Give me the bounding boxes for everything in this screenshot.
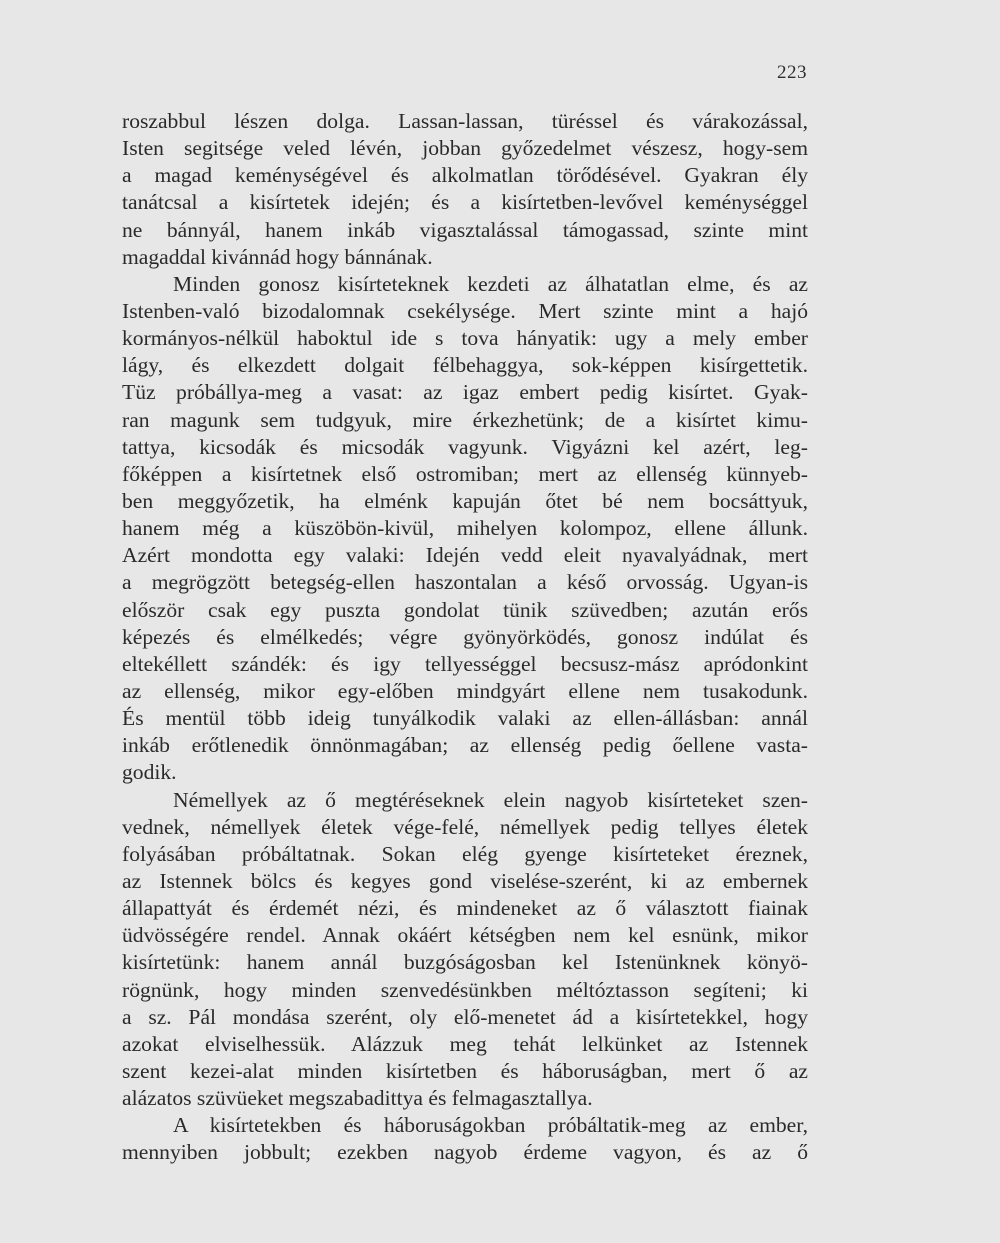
text-line: tanátcsal a kisírtetek idején; és a kisírtetben-levővel keménységgel bbox=[122, 190, 808, 215]
text-line: Azért mondotta egy valaki: Idején vedd eleit nyavalyádnak, mert bbox=[122, 543, 808, 568]
text-line: roszabbul lészen dolga. Lassan-lassan, türéssel és várakozással, bbox=[122, 109, 808, 133]
text-line: először csak egy puszta gondolat tünik szüvedben; azután erős bbox=[122, 597, 808, 622]
text-line: lágy, és elkezdett dolgait félbehaggya, sok-képpen kisírgettetik. bbox=[122, 353, 808, 378]
text-line: inkáb erőtlenedik önnönmagában; az ellenség pedig őellene vasta- bbox=[122, 733, 808, 758]
text-line: üdvösségére rendel. Annak okáért kétségben nem kel esnünk, mikor bbox=[122, 923, 808, 948]
text-line: folyásában próbáltatnak. Sokan elég gyenge kisírteteket éreznek, bbox=[122, 841, 808, 866]
text-line: a megrögzött betegség-ellen haszontalan a késő orvosság. Ugyan-is bbox=[122, 570, 808, 595]
text-line: Tüz próbállya-meg a vasat: az igaz embert pedig kisírtet. Gyak- bbox=[122, 380, 808, 405]
text-line: Istenben-való bizodalomnak csekélysége. Mert szinte mint a hajó bbox=[122, 298, 808, 323]
text-line: hanem még a küszöbön-kivül, mihelyen kolompoz, ellene állunk. bbox=[122, 516, 808, 541]
text-line: magaddal kivánnád hogy bánnának. bbox=[122, 244, 433, 269]
text-line: Isten segitsége veled lévén, jobban győzedelmet vészesz, hogy-sem bbox=[122, 136, 808, 161]
text-line: Némellyek az ő megtéréseknek elein nagyob kisírteteket szen- bbox=[173, 787, 808, 812]
text-line: azokat elviselhessük. Alázzuk meg tehát lelkünket az Istennek bbox=[122, 1031, 808, 1056]
text-line: Minden gonosz kisírteteknek kezdeti az álhatatlan elme, és az bbox=[173, 271, 808, 296]
page-number: 223 bbox=[777, 62, 807, 83]
text-line: A kisírtetekben és háboruságokban próbáltatik-meg az ember, bbox=[173, 1113, 808, 1138]
text-line: kormányos-nélkül haboktul ide s tova hányatik: ugy a mely ember bbox=[122, 326, 808, 351]
text-line: képezés és elmélkedés; végre gyönyörködés, gonosz indúlat és bbox=[122, 624, 808, 649]
text-line: ne bánnyál, hanem inkáb vigasztalással támogassad, szinte mint bbox=[122, 217, 808, 242]
text-line: a magad keménységével és alkolmatlan törődésével. Gyakran ély bbox=[122, 163, 808, 188]
text-line: mennyiben jobbult; ezekben nagyob érdeme vagyon, és az ő bbox=[122, 1140, 808, 1165]
text-line: godik. bbox=[122, 760, 177, 785]
text-line: főképpen a kisírtetnek első ostromiban; mert az ellenség künnyeb- bbox=[122, 461, 808, 486]
text-line: alázatos szüvüeket megszabadittya és felmagasztallya. bbox=[122, 1086, 593, 1111]
text-line: az ellenség, mikor egy-előben mindgyárt ellene nem tusakodunk. bbox=[122, 678, 808, 703]
text-line: tattya, kicsodák és micsodák vagyunk. Vigyázni kel azért, leg- bbox=[122, 434, 808, 459]
text-line: szent kezei-alat minden kisírtetben és háboruságban, mert ő az bbox=[122, 1058, 808, 1083]
text-line: ran magunk sem tudgyuk, mire érkezhetünk; de a kisírtet kimu- bbox=[122, 407, 808, 432]
body-text bbox=[122, 108, 808, 1166]
text-line: vednek, némellyek életek vége-felé, némellyek pedig tellyes életek bbox=[122, 814, 808, 839]
text-line: eltekéllett szándék: és igy tellyességgel becsusz-mász apródonkint bbox=[122, 651, 808, 676]
text-line: ben meggyőzetik, ha elménk kapuján őtet bé nem bocsáttyuk, bbox=[122, 488, 808, 513]
text-line: És mentül több ideig tunyálkodik valaki az ellen-állásban: annál bbox=[122, 706, 808, 731]
text-line: az Istennek bölcs és kegyes gond viselése-szerént, ki az embernek bbox=[122, 868, 808, 893]
text-line: a sz. Pál mondása szerént, oly elő-menetet ád a kisírtetekkel, hogy bbox=[122, 1004, 808, 1029]
text-line: kisírtetünk: hanem annál buzgóságosban kel Istenünknek könyö- bbox=[122, 950, 808, 975]
text-line: rögnünk, hogy minden szenvedésünkben méltóztasson segíteni; ki bbox=[122, 977, 808, 1002]
text-line: állapattyát és érdemét nézi, és mindeneket az ő választott fiainak bbox=[122, 896, 808, 921]
